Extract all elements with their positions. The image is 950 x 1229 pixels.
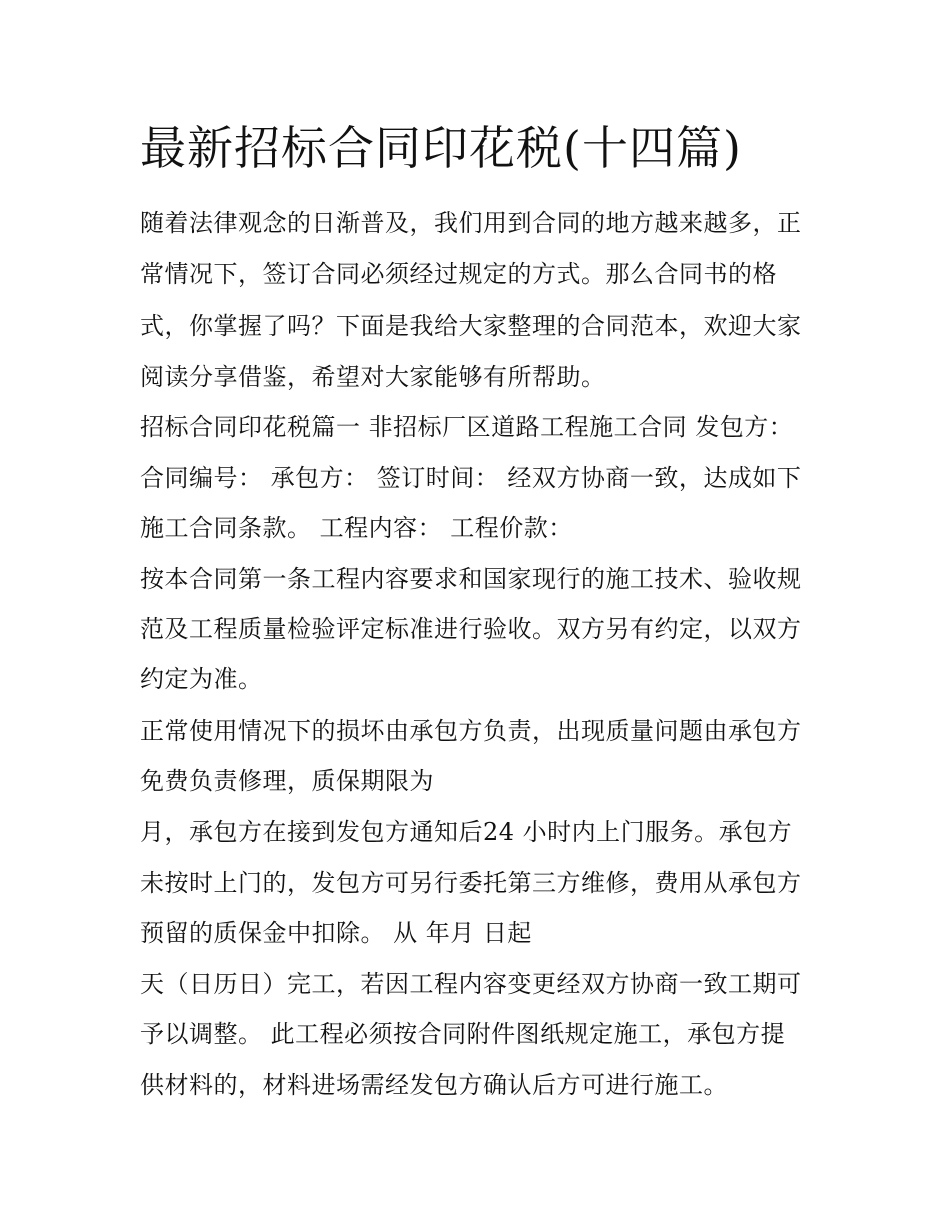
text-line-9: 范及工程质量检验评定标准进行验收。双方另有约定，以双方: [140, 615, 802, 643]
text-line-7: 施工合同条款。 工程内容： 工程价款：: [140, 514, 573, 542]
text-line-15: 预留的质保金中扣除。 从 年月 日起: [140, 919, 532, 947]
document-title: 最新招标合同印花税(十四篇): [140, 121, 742, 175]
text-line-11: 正常使用情况下的损坏由承包方负责，出现质量问题由承包方: [140, 717, 802, 745]
text-line-10: 约定为准。: [140, 665, 263, 693]
text-line-8: 按本合同第一条工程内容要求和国家现行的施工技术、验收规: [140, 565, 802, 593]
text-line-13: 月，承包方在接到发包方通知后24 小时内上门服务。承包方: [140, 818, 793, 846]
text-line-6: 合同编号： 承包方： 签订时间： 经双方协商一致，达成如下: [140, 464, 802, 492]
text-line-14: 未按时上门的，发包方可另行委托第三方维修，费用从承包方: [140, 869, 802, 897]
text-line-1: 随着法律观念的日渐普及，我们用到合同的地方越来越多，正: [140, 209, 802, 237]
text-line-4: 阅读分享借鉴，希望对大家能够有所帮助。: [140, 363, 606, 391]
text-line-3: 式，你掌握了吗？下面是我给大家整理的合同范本，欢迎大家: [140, 312, 802, 340]
text-line-16: 天（日历日）完工，若因工程内容变更经双方协商一致工期可: [140, 970, 802, 998]
text-line-5: 招标合同印花税篇一 非招标厂区道路工程施工合同 发包方：: [140, 413, 794, 441]
text-line-17: 予以调整。 此工程必须按合同附件图纸规定施工，承包方提: [140, 1020, 786, 1048]
text-line-2: 常情况下，签订合同必须经过规定的方式。那么合同书的格: [140, 260, 777, 288]
text-line-18: 供材料的，材料进场需经发包方确认后方可进行施工。: [140, 1071, 728, 1099]
text-line-12: 免费负责修理，质保期限为: [140, 767, 434, 795]
